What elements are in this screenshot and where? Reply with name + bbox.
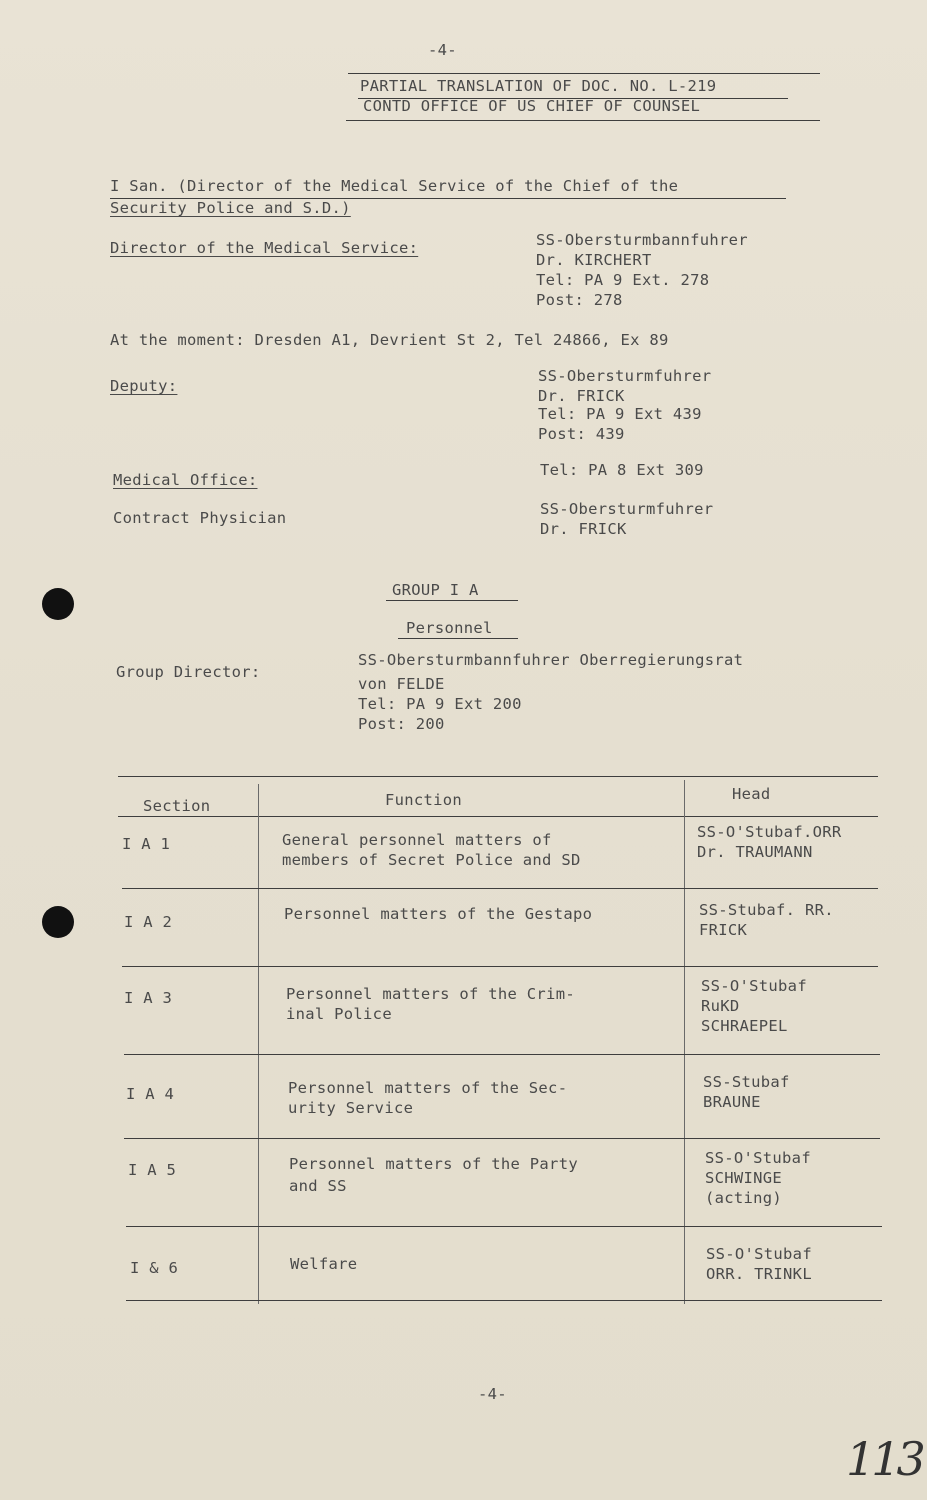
table-row-rule	[122, 966, 878, 967]
row-head-line: SS-Stubaf. RR.	[699, 901, 834, 919]
director-line: Tel: PA 9 Ext. 278	[536, 271, 710, 289]
deputy-line: Tel: PA 9 Ext 439	[538, 405, 702, 423]
director-line: Post: 278	[536, 291, 623, 309]
header-line-2: CONTD OFFICE OF US CHIEF OF COUNSEL	[363, 97, 701, 115]
row-function-line: members of Secret Police and SD	[282, 851, 581, 869]
group-subtitle: Personnel	[406, 619, 493, 637]
director-line: Dr. KIRCHERT	[536, 251, 652, 269]
row-section: I A 3	[124, 989, 173, 1007]
table-row-rule	[124, 1138, 880, 1139]
table-row-rule	[124, 1054, 880, 1055]
page-number-top: -4-	[428, 41, 457, 59]
san-title-line-2: Security Police and S.D.)	[110, 199, 351, 217]
table-header-head: Head	[732, 785, 771, 803]
punch-hole-top	[42, 588, 74, 620]
table-rule-bottom	[126, 1300, 882, 1301]
row-function-line: Personnel matters of the Party	[289, 1155, 578, 1173]
row-head-line: SCHWINGE	[705, 1169, 783, 1187]
table-header-function: Function	[385, 791, 463, 809]
row-function-line: Personnel matters of the Crim-	[286, 985, 575, 1003]
deputy-line: Post: 439	[538, 425, 625, 443]
row-head-line: ORR. TRINKL	[706, 1265, 812, 1283]
page-number-bottom: -4-	[478, 1385, 507, 1403]
group-title-underline	[386, 600, 518, 601]
group-director-line: von FELDE	[358, 675, 445, 693]
row-function-line: Personnel matters of the Gestapo	[284, 905, 593, 923]
group-subtitle-underline	[398, 638, 518, 639]
table-rule-top	[118, 776, 878, 777]
row-head-line: RuKD	[701, 997, 740, 1015]
table-header-rule	[118, 816, 878, 817]
row-head-line: (acting)	[705, 1189, 783, 1207]
row-head-line: Dr. TRAUMANN	[697, 843, 813, 861]
table-row-rule	[126, 1226, 882, 1227]
row-head-line: SS-O'Stubaf	[701, 977, 807, 995]
contract-physician-label: Contract Physician	[113, 509, 287, 527]
row-function-line: Welfare	[290, 1255, 358, 1273]
row-function-line: and SS	[289, 1177, 347, 1195]
handwritten-page-number: 113	[846, 1432, 922, 1486]
group-title: GROUP I A	[392, 581, 479, 599]
contract-physician-line: Dr. FRICK	[540, 520, 627, 538]
table-row-rule	[122, 888, 878, 889]
table-header-section: Section	[143, 797, 211, 815]
deputy-label: Deputy:	[110, 377, 178, 395]
group-director-line: SS-Obersturmbannfuhrer Oberregierungsrat	[358, 651, 744, 669]
deputy-line: SS-Obersturmfuhrer	[538, 367, 712, 385]
row-section: I & 6	[130, 1259, 179, 1277]
row-head-line: SS-O'Stubaf	[706, 1245, 812, 1263]
row-head-line: BRAUNE	[703, 1093, 761, 1111]
row-head-line: SCHRAEPEL	[701, 1017, 788, 1035]
director-label: Director of the Medical Service:	[110, 239, 419, 257]
row-head-line: SS-O'Stubaf.ORR	[697, 823, 842, 841]
row-head-line: SS-O'Stubaf	[705, 1149, 811, 1167]
row-function-line: Personnel matters of the Sec-	[288, 1079, 568, 1097]
contract-physician-line: SS-Obersturmfuhrer	[540, 500, 714, 518]
header-rule-top	[348, 73, 820, 74]
row-head-line: SS-Stubaf	[703, 1073, 790, 1091]
medical-office-tel: Tel: PA 8 Ext 309	[540, 461, 704, 479]
san-title-line-1: I San. (Director of the Medical Service of the Chief of the	[110, 177, 679, 195]
row-head-line: FRICK	[699, 921, 748, 939]
row-section: I A 4	[126, 1085, 175, 1103]
header-line-1: PARTIAL TRANSLATION OF DOC. NO. L-219	[360, 77, 717, 95]
punch-hole-bottom	[42, 906, 74, 938]
group-director-label: Group Director:	[116, 663, 261, 681]
header-rule-bottom	[346, 120, 820, 121]
moment-address-line: At the moment: Dresden A1, Devrient St 2, Tel 24866, Ex 89	[110, 331, 669, 349]
medical-office-label: Medical Office:	[113, 471, 258, 489]
deputy-line: Dr. FRICK	[538, 387, 625, 405]
group-director-line: Post: 200	[358, 715, 445, 733]
group-director-line: Tel: PA 9 Ext 200	[358, 695, 522, 713]
row-section: I A 1	[122, 835, 171, 853]
row-function-line: urity Service	[288, 1099, 414, 1117]
director-line: SS-Obersturmbannfuhrer	[536, 231, 748, 249]
row-section: I A 2	[124, 913, 173, 931]
row-section: I A 5	[128, 1161, 177, 1179]
row-function-line: General personnel matters of	[282, 831, 552, 849]
row-function-line: inal Police	[286, 1005, 392, 1023]
